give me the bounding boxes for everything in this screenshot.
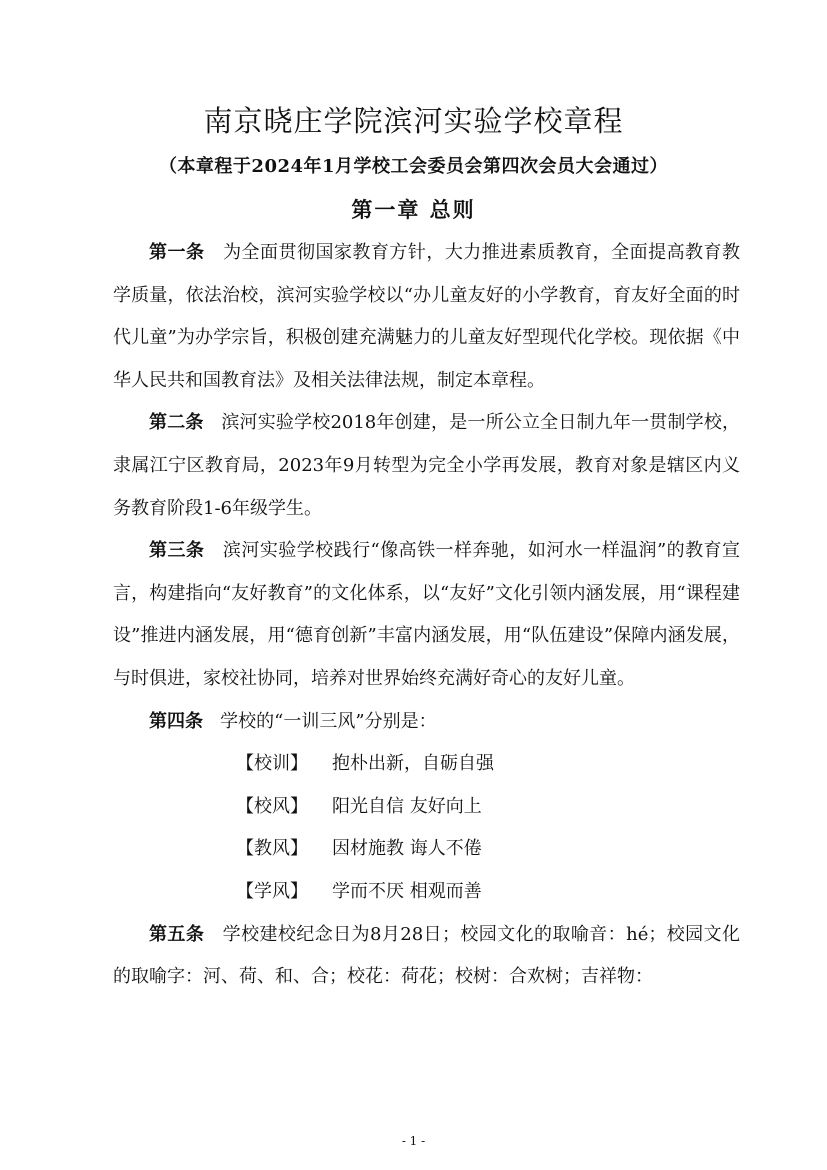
motto-text: 抱朴出新，自砺自强 bbox=[332, 753, 494, 775]
article-text: 滨河实验学校践行“像高铁一样奔驰，如河水一样温润”的教育宣言，构建指向“友好教育”的文化体系，以“友好”文化引领内涵发展，用“课程建设”推进内涵发展，用“德育创新”丰富内涵发展，用“队伍建设”保障内涵发展，与时俱进，家校社协同，培养对世界始终充满好奇心的友好儿童。 bbox=[113, 540, 741, 689]
motto-tag: 【学风】 bbox=[236, 880, 308, 902]
page-number: - 1 - bbox=[401, 1134, 426, 1148]
article-label: 第三条 bbox=[149, 540, 205, 562]
article-text: 滨河实验学校2018年创建，是一所公立全日制九年一贯制学校，隶属江宁区教育局，2023年9月转型为完全小学再发展，教育对象是辖区内义务教育阶段1-6年级学生。 bbox=[113, 412, 741, 519]
document-body bbox=[113, 232, 740, 999]
article-text: 学校建校纪念日为8月28日；校园文化的取喻音：hé；校园文化的取喻字：河、荷、和、合；校花：荷花；校树：合欢树；吉祥物： bbox=[113, 923, 740, 988]
motto-text: 学而不厌 相观而善 bbox=[332, 880, 482, 902]
article-2 bbox=[113, 402, 740, 530]
article-label: 第四条 bbox=[149, 710, 203, 732]
motto-school bbox=[236, 743, 740, 786]
motto-learning bbox=[236, 871, 740, 914]
article-label: 第二条 bbox=[149, 412, 204, 434]
article-label: 第五条 bbox=[149, 923, 205, 945]
article-text: 为全面贯彻国家教育方针，大力推进素质教育，全面提高教育教学质量，依法治校，滨河实验学校以“办儿童友好的小学教育，育友好全面的时代儿童”为办学宗旨，积极创建充满魅力的儿童友好型现代化学校。现依据《中华人民共和国教育法》及相关法律法规，制定本章程。 bbox=[113, 242, 741, 391]
article-text: 学校的“一训三风”分别是： bbox=[220, 710, 437, 732]
motto-tag: 【教风】 bbox=[236, 838, 308, 860]
article-label: 第一条 bbox=[149, 242, 205, 263]
article-4 bbox=[113, 701, 740, 744]
motto-teaching bbox=[236, 828, 740, 871]
document-subtitle: （本章程于2024年1月学校工会委员会第四次会员大会通过） bbox=[158, 156, 669, 177]
motto-tag: 【校训】 bbox=[236, 753, 308, 775]
article-1 bbox=[113, 232, 740, 402]
motto-tag: 【校风】 bbox=[236, 795, 308, 817]
motto-school-spirit bbox=[236, 786, 740, 829]
chapter-heading: 第一章 总则 bbox=[351, 197, 476, 222]
article-3 bbox=[113, 530, 740, 700]
motto-text: 因材施教 诲人不倦 bbox=[332, 838, 482, 860]
document-title: 南京晓庄学院滨河实验学校章程 bbox=[203, 104, 624, 138]
motto-text: 阳光自信 友好向上 bbox=[332, 795, 482, 817]
article-5 bbox=[113, 914, 740, 999]
